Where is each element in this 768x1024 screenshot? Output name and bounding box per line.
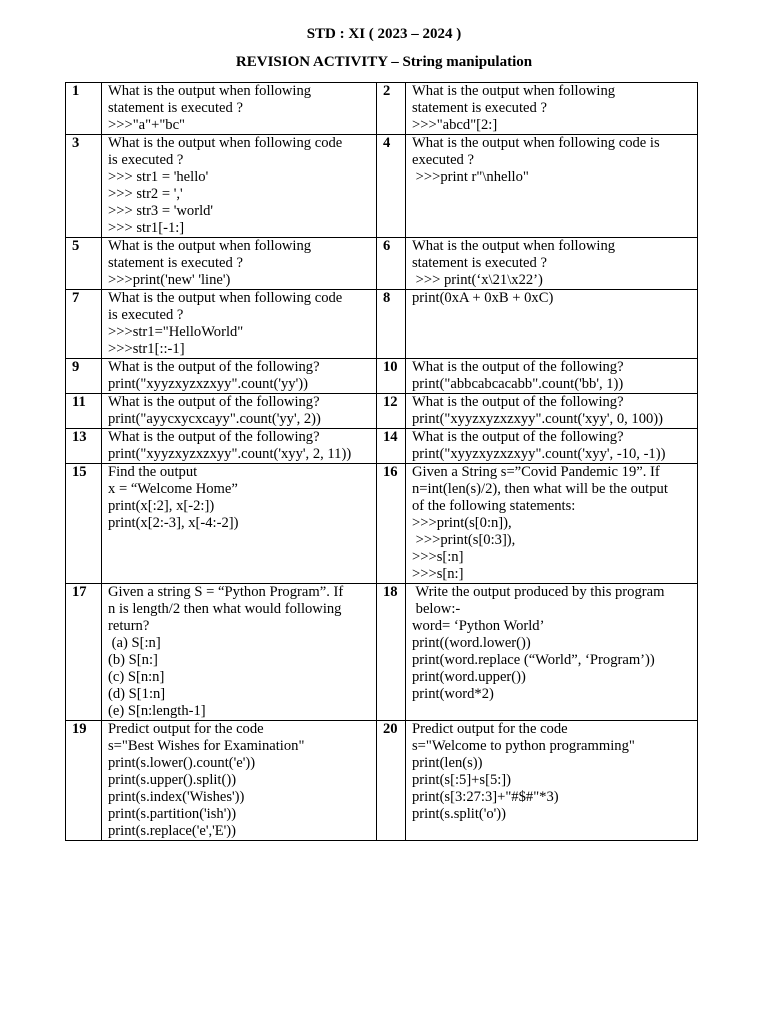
question-line: What is the output when following	[108, 83, 312, 99]
question-text	[102, 394, 377, 429]
question-line: >>>print('new' 'line')	[108, 272, 231, 288]
question-text	[102, 83, 377, 135]
table-row	[66, 359, 698, 394]
question-text	[406, 394, 698, 429]
question-line: s="Best Wishes for Examination"	[108, 738, 305, 754]
question-line: Predict output for the code	[108, 721, 264, 737]
question-line: >>> str1 = 'hello'	[108, 169, 209, 185]
question-line: print(x[:2], x[-2:])	[108, 498, 215, 514]
question-text	[406, 359, 698, 394]
question-line: s="Welcome to python programming"	[412, 738, 635, 754]
question-line: >>>print(s[0:3]),	[412, 532, 516, 548]
question-line: What is the output when following code	[108, 135, 343, 151]
question-line: print("xyyzxyzxzxyy".count('yy'))	[108, 376, 308, 392]
question-line: >>>print(s[0:n]),	[412, 515, 512, 531]
question-line: print(word.replace (“World”, ‘Program’))	[412, 652, 655, 668]
question-line: print("xyyzxyzxzxyy".count('xyy', 0, 100))	[412, 411, 664, 427]
question-line: print(word.upper())	[412, 669, 526, 685]
question-text	[102, 429, 377, 464]
question-line: Given a String s=”Covid Pandemic 19”. If	[412, 464, 660, 480]
questions-table	[65, 82, 698, 841]
question-line: What is the output of the following?	[108, 429, 320, 445]
question-text	[406, 429, 698, 464]
question-line: is executed ?	[108, 152, 184, 168]
question-line: statement is executed ?	[412, 255, 547, 271]
question-line: Given a string S = “Python Program”. If	[108, 584, 344, 600]
table-row	[66, 721, 698, 841]
question-line: What is the output of the following?	[108, 359, 320, 375]
question-line: (c) S[n:n]	[108, 669, 165, 685]
table-row	[66, 584, 698, 721]
question-text	[102, 290, 377, 359]
question-line: What is the output of the following?	[108, 394, 320, 410]
question-number: 17	[66, 584, 102, 721]
question-line: print("xyyzxyzxzxyy".count('xyy', 2, 11))	[108, 446, 352, 462]
activity-title: REVISION ACTIVITY – String manipulation	[235, 54, 533, 70]
question-line: print(s.index('Wishes'))	[108, 789, 245, 805]
question-line: print(s.split('o'))	[412, 806, 507, 822]
question-line: Find the output	[108, 464, 198, 480]
question-line: What is the output when following	[412, 238, 616, 254]
question-line: x = “Welcome Home”	[108, 481, 238, 497]
question-text	[406, 238, 698, 290]
question-line: print(word*2)	[412, 686, 494, 702]
question-line: print(x[2:-3], x[-4:-2])	[108, 515, 239, 531]
question-line: What is the output when following	[412, 83, 616, 99]
question-text	[102, 584, 377, 721]
question-number: 1	[66, 83, 102, 135]
question-line: >>> str3 = 'world'	[108, 203, 214, 219]
question-line: print(s.partition('ish'))	[108, 806, 237, 822]
question-line: print("xyyzxyzxzxyy".count('xyy', -10, -1))	[412, 446, 666, 462]
question-text	[406, 83, 698, 135]
question-line: print(s.replace('e','E'))	[108, 823, 237, 839]
question-number: 5	[66, 238, 102, 290]
question-number: 6	[377, 238, 406, 290]
question-line: What is the output of the following?	[412, 394, 624, 410]
question-line: of the following statements:	[412, 498, 576, 514]
question-number: 11	[66, 394, 102, 429]
question-line: What is the output when following	[108, 238, 312, 254]
question-line: below:-	[412, 601, 461, 617]
question-line: print("ayycxycxcayy".count('yy', 2))	[108, 411, 321, 427]
question-line: print(s[3:27:3]+"#$#"*3)	[412, 789, 559, 805]
question-number: 12	[377, 394, 406, 429]
question-line: What is the output of the following?	[412, 359, 624, 375]
question-line: (e) S[n:length-1]	[108, 703, 206, 719]
question-line: n=int(len(s)/2), then what will be the output	[412, 481, 668, 497]
question-line: statement is executed ?	[108, 100, 243, 116]
question-line: print((word.lower())	[412, 635, 531, 651]
class-year-title: STD : XI ( 2023 – 2024 )	[306, 26, 462, 42]
question-number: 15	[66, 464, 102, 584]
question-line: print(s.lower().count('e'))	[108, 755, 256, 771]
question-number: 18	[377, 584, 406, 721]
question-number: 19	[66, 721, 102, 841]
question-text	[102, 238, 377, 290]
question-line: >>>"a"+"bc"	[108, 117, 186, 133]
table-row	[66, 429, 698, 464]
question-line: >>> print(‘x\21\x22’)	[412, 272, 543, 288]
question-line: What is the output of the following?	[412, 429, 624, 445]
question-number: 10	[377, 359, 406, 394]
table-row	[66, 394, 698, 429]
question-text	[406, 290, 698, 359]
question-number: 7	[66, 290, 102, 359]
question-text	[102, 464, 377, 584]
question-line: >>>print r"\nhello"	[412, 169, 529, 185]
question-line: Predict output for the code	[412, 721, 568, 737]
question-line: print(0xA + 0xB + 0xC)	[412, 290, 554, 306]
question-line: executed ?	[412, 152, 474, 168]
question-line: statement is executed ?	[108, 255, 243, 271]
question-number: 9	[66, 359, 102, 394]
question-line: >>> str2 = ','	[108, 186, 183, 202]
question-number: 13	[66, 429, 102, 464]
question-line: >>>s[:n]	[412, 549, 464, 565]
question-line: statement is executed ?	[412, 100, 547, 116]
question-number: 14	[377, 429, 406, 464]
question-number: 3	[66, 135, 102, 238]
question-line: (a) S[:n]	[108, 635, 161, 651]
table-row	[66, 464, 698, 584]
question-line: print("abbcabcacabb".count('bb', 1))	[412, 376, 624, 392]
question-line: word= ‘Python World’	[412, 618, 545, 634]
question-line: Write the output produced by this program	[412, 584, 665, 600]
questions-table-body	[66, 83, 698, 841]
question-text	[406, 721, 698, 841]
question-line: What is the output when following code	[108, 290, 343, 306]
question-text	[406, 584, 698, 721]
table-row	[66, 290, 698, 359]
question-line: print(len(s))	[412, 755, 483, 771]
question-line: >>>s[n:]	[412, 566, 464, 582]
question-line: return?	[108, 618, 150, 634]
question-line: >>>str1[::-1]	[108, 341, 185, 357]
question-line: >>>"abcd"[2:]	[412, 117, 498, 133]
question-number: 20	[377, 721, 406, 841]
question-line: print(s[:5]+s[5:])	[412, 772, 512, 788]
question-line: print(s.upper().split())	[108, 772, 237, 788]
question-number: 16	[377, 464, 406, 584]
question-number: 4	[377, 135, 406, 238]
question-line: n is length/2 then what would following	[108, 601, 342, 617]
table-row	[66, 135, 698, 238]
question-text	[102, 359, 377, 394]
question-text	[406, 135, 698, 238]
question-text	[102, 721, 377, 841]
table-row	[66, 238, 698, 290]
question-line: (b) S[n:]	[108, 652, 158, 668]
question-line: is executed ?	[108, 307, 184, 323]
question-text	[102, 135, 377, 238]
question-line: >>> str1[-1:]	[108, 220, 185, 236]
question-line: What is the output when following code is	[412, 135, 660, 151]
question-number: 8	[377, 290, 406, 359]
question-line: >>>str1="HelloWorld"	[108, 324, 244, 340]
question-line: (d) S[1:n]	[108, 686, 166, 702]
table-row	[66, 83, 698, 135]
question-number: 2	[377, 83, 406, 135]
question-text	[406, 464, 698, 584]
